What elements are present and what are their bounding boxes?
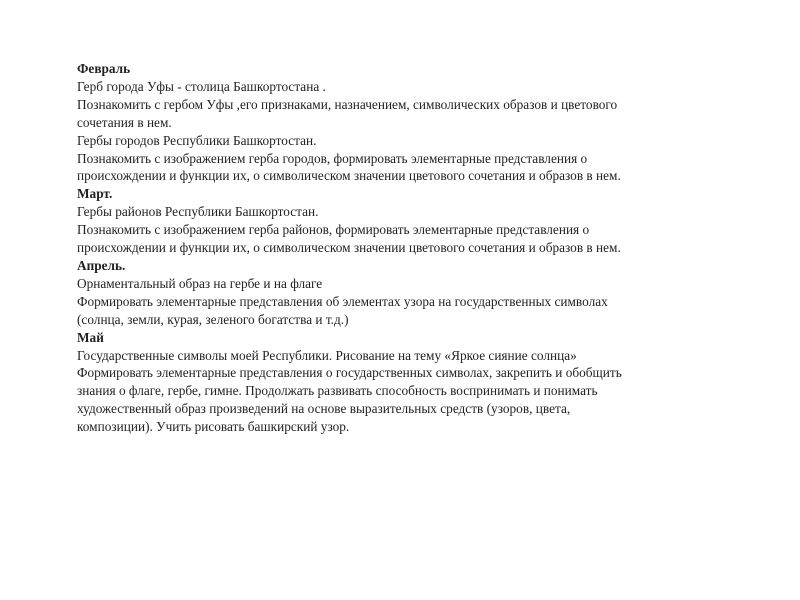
text-line: Формировать элементарные представления о государственных символах, закрепить и обобщить — [77, 365, 622, 381]
section-april — [77, 257, 727, 329]
month-heading: Март. — [77, 186, 113, 202]
text-line: знания о флаге, гербе, гимне. Продолжать развивать способность воспринимать и понимать — [77, 383, 598, 399]
text-line: сочетания в нем. — [77, 114, 172, 130]
month-heading: Апрель. — [77, 257, 126, 273]
section-march — [77, 185, 727, 257]
section-may — [77, 329, 727, 436]
text-line: происхождении и функции их, о символическом значении цветового сочетания и образов в нем. — [77, 240, 621, 256]
text-line: происхождении и функции их, о символическом значении цветового сочетания и образов в нем. — [77, 168, 621, 184]
month-heading: Май — [77, 329, 104, 345]
text-line: Гербы городов Республики Башкортостан. — [77, 132, 317, 148]
text-line: Познакомить с изображением герба городов, формировать элементарные представления о — [77, 150, 588, 166]
text-line: композиции). Учить рисовать башкирский узор. — [77, 419, 350, 435]
text-line: Познакомить с гербом Уфы ,его признаками, назначением, символических образов и цветового — [77, 96, 618, 112]
document-body — [77, 60, 727, 436]
month-heading: Февраль — [77, 61, 131, 76]
text-line: Гербы районов Республики Башкортостан. — [77, 204, 319, 220]
section-february — [77, 60, 727, 185]
text-line: художественный образ произведений на основе выразительных средств (узоров, цвета, — [77, 401, 571, 417]
text-line: Формировать элементарные представления об элементах узора на государственных символах — [77, 293, 608, 309]
text-line: Герб города Уфы - столица Башкортостана . — [77, 78, 326, 94]
text-line: Орнаментальный образ на гербе и на флаге — [77, 275, 323, 291]
text-line: Государственные символы моей Республики. Рисование на тему «Яркое сияние солнца» — [77, 347, 577, 363]
text-line: (солнца, земли, курая, зеленого богатства и т.д.) — [77, 311, 349, 327]
text-line: Познакомить с изображением герба районов, формировать элементарные представления о — [77, 222, 590, 238]
